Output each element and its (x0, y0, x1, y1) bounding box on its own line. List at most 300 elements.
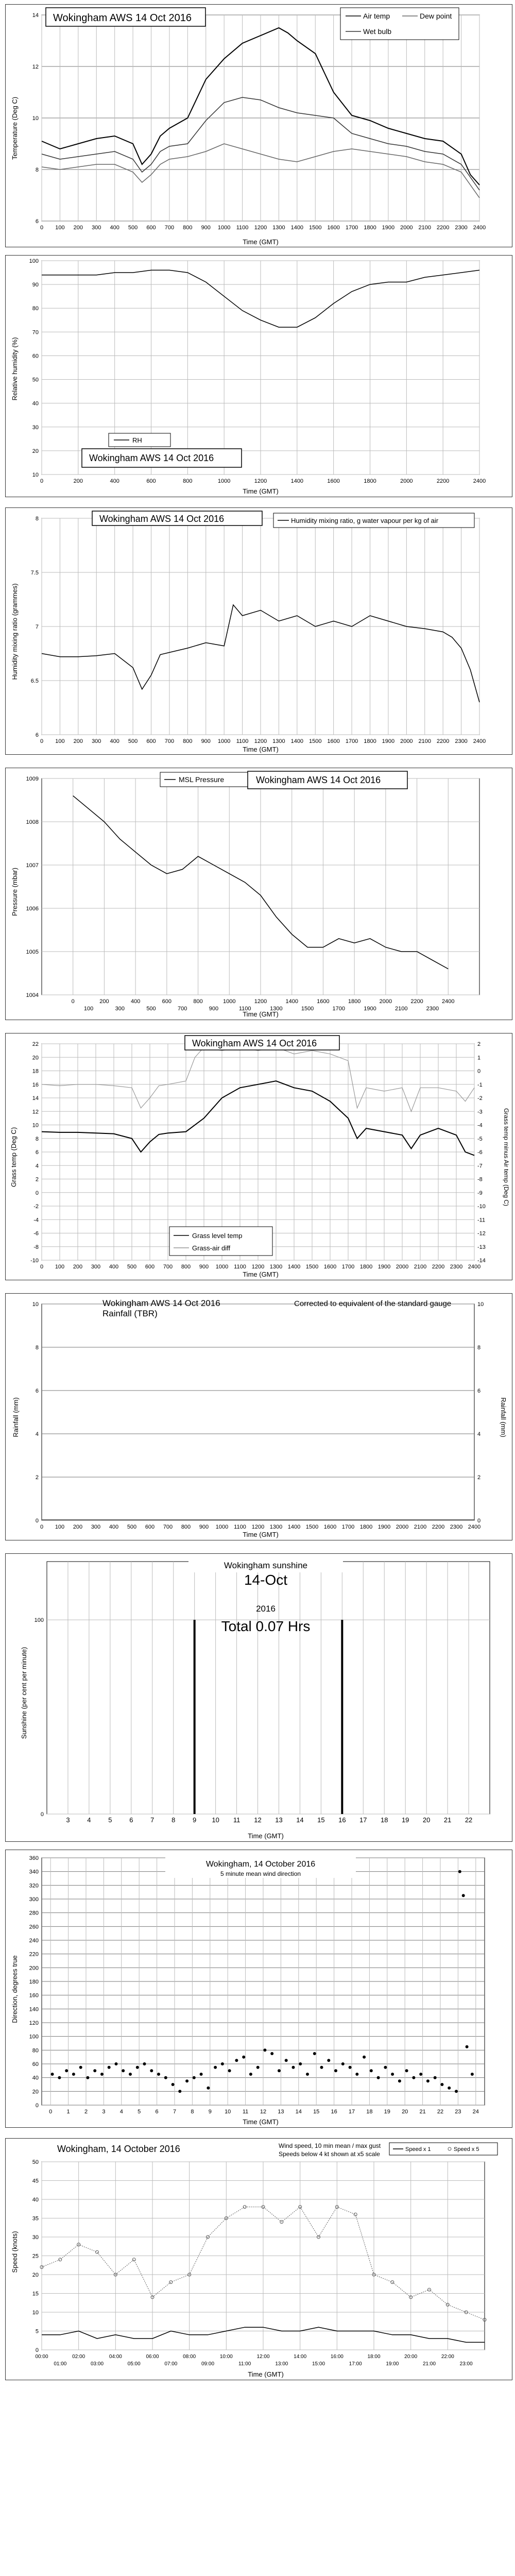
x-tick-label: 16 (338, 1816, 346, 1824)
y-tick-label: 0 (35, 1518, 39, 1524)
x-tick-label: 2 (84, 2109, 88, 2115)
wind-speed-chart (6, 2139, 512, 2380)
x-tick-label: 20:00 (404, 2354, 418, 2360)
chart-subtitle: Rainfall (TBR) (102, 1309, 158, 1318)
y-right-tick-label: 10 (477, 1301, 484, 1308)
rainfall-chart (6, 1294, 512, 1540)
wind-direction-point (320, 2066, 323, 2069)
y-tick-label: 10 (32, 115, 39, 122)
x-tick-label: 400 (110, 225, 119, 231)
x-tick-label: 800 (181, 1524, 191, 1530)
wind-direction-point (129, 2073, 132, 2076)
y-tick-label: 10 (32, 1301, 39, 1308)
x-tick-label: 2200 (410, 998, 423, 1005)
wind-direction-point (462, 1894, 465, 1897)
x-tick-label: 2100 (394, 1006, 408, 1012)
y-axis-label: Pressure (mbar) (11, 868, 19, 916)
y-right-tick-label: 2 (477, 1041, 481, 1047)
y-tick-label: 6 (35, 732, 39, 738)
y-right-tick-label: 2 (477, 1475, 481, 1481)
y-tick-label: 10 (32, 2310, 39, 2316)
x-tick-label: 1300 (272, 225, 285, 231)
y-tick-label: 20 (32, 448, 39, 454)
wind-speed-panel (5, 2138, 512, 2380)
y-right-tick-label: -9 (477, 1190, 483, 1196)
wind-direction-point (65, 2069, 68, 2072)
sunshine-chart (6, 1554, 512, 1841)
x-tick-label: 800 (181, 1264, 191, 1270)
y-tick-label: 4 (35, 1431, 39, 1437)
x-tick-label: 1000 (223, 998, 236, 1005)
legend (169, 1227, 272, 1256)
x-tick-label: 1 (66, 2109, 70, 2115)
x-tick-label: 2200 (436, 738, 450, 744)
x-tick-label: 2300 (426, 1006, 439, 1012)
y-tick-label: 4 (35, 1163, 39, 1170)
x-tick-label: 19 (384, 2109, 390, 2115)
wind-direction-point (164, 2076, 167, 2079)
y-right-tick-label: -6 (477, 1149, 483, 1156)
wind-direction-point (327, 2059, 330, 2062)
sunshine-bar (194, 1620, 196, 1814)
x-tick-label: 19:00 (386, 2361, 399, 2367)
wind-direction-point (292, 2066, 295, 2069)
y-axis-right-label: Rainfall (mm) (500, 1397, 507, 1437)
x-tick-label: 300 (91, 1524, 101, 1530)
y-right-tick-label: 1 (477, 1055, 481, 1061)
y-right-tick-label: -8 (477, 1176, 483, 1183)
x-tick-label: 11:00 (238, 2361, 251, 2367)
x-tick-label: 1700 (345, 738, 358, 744)
x-tick-label: 1200 (251, 1264, 265, 1270)
y-axis-label: Direction, degrees true (11, 1955, 19, 2023)
x-tick-label: 1700 (341, 1524, 355, 1530)
x-tick-label: 1200 (254, 738, 267, 744)
x-tick-label: 1100 (236, 738, 249, 744)
x-tick-label: 5 (108, 1816, 112, 1824)
x-tick-label: 1000 (217, 478, 231, 484)
x-tick-label: 04:00 (109, 2354, 122, 2360)
wind-direction-point (207, 2087, 210, 2090)
wind-direction-point (157, 2073, 160, 2076)
y-tick-label: 10 (32, 472, 39, 478)
y-tick-label: 16 (32, 1081, 39, 1088)
x-tick-label: 05:00 (127, 2361, 141, 2367)
x-tick-label: 2400 (468, 1524, 481, 1530)
x-tick-label: 7 (173, 2109, 177, 2115)
y-tick-label: 22 (32, 1041, 39, 1047)
sunshine-bar (341, 1620, 343, 1814)
wind-direction-point (349, 2066, 352, 2069)
x-tick-label: 600 (162, 998, 172, 1005)
wind-direction-point (458, 1870, 461, 1873)
wind-direction-point (235, 2059, 238, 2062)
chart-title: Wokingham AWS 14 Oct 2016 (99, 514, 225, 524)
x-tick-label: 15 (313, 2109, 320, 2115)
chart-title: Wokingham, 14 October 2016 (205, 1860, 316, 1869)
y-right-tick-label: -5 (477, 1136, 483, 1142)
wind-direction-point (115, 2062, 118, 2065)
wind-direction-point (51, 2073, 54, 2076)
x-tick-label: 7 (150, 1816, 154, 1824)
x-tick-label: 01:00 (54, 2361, 67, 2367)
legend (340, 8, 459, 40)
wind-direction-point (434, 2076, 437, 2079)
x-tick-label: 800 (183, 738, 193, 744)
x-tick-label: 2200 (432, 1264, 445, 1270)
y-right-tick-label: 8 (477, 1345, 481, 1351)
chart-subtitle: Wind speed, 10 min mean / max gust (279, 2142, 381, 2149)
legend-grass-level: Grass level temp (192, 1232, 243, 1240)
wind-direction-point (86, 2076, 89, 2079)
y-tick-label: 1009 (26, 776, 39, 782)
x-tick-label: 800 (193, 998, 203, 1005)
x-tick-label: 200 (73, 1524, 83, 1530)
wind-direction-point (419, 2073, 422, 2076)
x-tick-label: 2100 (418, 738, 431, 744)
x-tick-label: 200 (73, 738, 83, 744)
x-tick-label: 1800 (359, 1264, 373, 1270)
y-right-tick-label: -1 (477, 1081, 483, 1088)
x-tick-label: 2300 (450, 1524, 463, 1530)
x-tick-label: 1900 (364, 1006, 376, 1012)
y-tick-label: 0 (35, 2347, 39, 2353)
x-tick-label: 17 (348, 2109, 355, 2115)
y-tick-label: 90 (32, 282, 39, 289)
x-tick-label: 20 (402, 2109, 408, 2115)
x-tick-label: 1900 (382, 225, 395, 231)
x-tick-label: 100 (55, 738, 65, 744)
y-tick-label: 160 (29, 1992, 39, 1999)
y-axis-label: Sunshine (per cent per minute) (20, 1647, 28, 1739)
x-tick-label: 0 (40, 1264, 44, 1270)
x-tick-label: 100 (55, 1264, 65, 1270)
x-tick-label: 5 (138, 2109, 141, 2115)
wind-direction-point (363, 2056, 366, 2059)
wind-direction-point (122, 2069, 125, 2072)
x-tick-label: 600 (145, 1524, 155, 1530)
wind-direction-point (143, 2062, 146, 2065)
x-tick-label: 2400 (473, 225, 486, 231)
x-tick-label: 14:00 (294, 2354, 307, 2360)
wind-direction-point (466, 2045, 469, 2048)
x-axis-label: Time (GMT) (243, 745, 279, 753)
x-tick-label: 1300 (270, 1006, 283, 1012)
x-tick-label: 2200 (432, 1524, 445, 1530)
x-tick-label: 1600 (317, 998, 330, 1005)
x-tick-label: 600 (145, 1264, 155, 1270)
wind-direction-point (384, 2066, 387, 2069)
wind-direction-point (405, 2069, 408, 2072)
x-tick-label: 14 (296, 1816, 304, 1824)
x-tick-label: 6 (129, 1816, 133, 1824)
y-tick-label: 8 (35, 516, 39, 522)
y-tick-label: -8 (33, 1244, 39, 1250)
wind-direction-point (341, 2062, 345, 2065)
x-tick-label: 2300 (455, 738, 468, 744)
x-tick-label: 1500 (309, 225, 322, 231)
humidity-panel (5, 255, 512, 497)
x-tick-label: 0 (49, 2109, 53, 2115)
x-axis-label: Time (GMT) (248, 1832, 284, 1840)
x-tick-label: 200 (99, 998, 109, 1005)
x-tick-label: 500 (128, 225, 138, 231)
y-tick-label: -10 (30, 1258, 39, 1264)
wind-direction-point (256, 2066, 260, 2069)
plot-area (42, 1304, 474, 1520)
x-tick-label: 1900 (377, 1264, 391, 1270)
x-tick-label: 3 (102, 2109, 106, 2115)
y-tick-label: 6 (35, 1388, 39, 1394)
pressure-chart (6, 768, 512, 1020)
wind-direction-point (214, 2066, 217, 2069)
wind-direction-point (412, 2076, 415, 2079)
mixing-ratio-panel (5, 507, 512, 755)
x-tick-label: 2000 (400, 738, 413, 744)
x-tick-label: 0 (40, 478, 44, 484)
x-tick-label: 2400 (473, 738, 486, 744)
x-tick-label: 200 (73, 225, 83, 231)
y-tick-label: 10 (32, 1122, 39, 1129)
x-tick-label: 300 (92, 225, 101, 231)
x-tick-label: 24 (472, 2109, 479, 2115)
x-tick-label: 1800 (359, 1524, 373, 1530)
y-tick-label: 25 (32, 2253, 39, 2260)
x-tick-label: 2000 (396, 1524, 409, 1530)
y-tick-label: 14 (32, 12, 39, 19)
x-tick-label: 8 (171, 1816, 176, 1824)
wind-direction-point (313, 2052, 316, 2055)
y-tick-label: 100 (29, 258, 39, 264)
x-tick-label: 500 (128, 738, 138, 744)
x-tick-label: 02:00 (72, 2354, 85, 2360)
x-tick-label: 400 (110, 738, 119, 744)
temperature-panel (5, 4, 512, 247)
chart-title: Wokingham AWS 14 Oct 2016 (89, 453, 214, 463)
x-tick-label: 1300 (272, 738, 285, 744)
y-tick-label: 140 (29, 2006, 39, 2013)
wind-direction-point (377, 2076, 380, 2079)
y-right-tick-label: -10 (477, 1204, 486, 1210)
wind-direction-point (455, 2090, 458, 2093)
x-tick-label: 1700 (332, 1006, 346, 1012)
y-tick-label: 40 (32, 2197, 39, 2203)
x-tick-label: 1000 (217, 738, 231, 744)
x-tick-label: 08:00 (183, 2354, 196, 2360)
x-tick-label: 1400 (290, 225, 304, 231)
y-right-tick-label: -3 (477, 1109, 483, 1115)
wind-direction-point (93, 2069, 96, 2072)
x-tick-label: 22:00 (441, 2354, 454, 2360)
x-tick-label: 12 (260, 2109, 267, 2115)
legend-speed-x1: Speed x 1 (405, 2146, 431, 2153)
wind-direction-point (171, 2083, 175, 2086)
x-tick-label: 4 (87, 1816, 91, 1824)
chart-title: Wokingham AWS 14 Oct 2016 (102, 1298, 220, 1308)
y-tick-label: 1008 (26, 819, 39, 825)
x-tick-label: 100 (55, 1524, 65, 1530)
x-tick-label: 3 (66, 1816, 70, 1824)
x-tick-label: 900 (209, 1006, 219, 1012)
y-tick-label: 320 (29, 1883, 39, 1889)
legend-mixing-ratio: Humidity mixing ratio, g water vapour per kg of air (291, 517, 439, 524)
x-tick-label: 800 (183, 225, 193, 231)
y-right-tick-label: 6 (477, 1388, 481, 1394)
legend-msl-pressure: MSL Pressure (179, 775, 225, 784)
y-tick-label: 0 (40, 1811, 44, 1818)
y-tick-label: 240 (29, 1938, 39, 1944)
chart-title: Wokingham AWS 14 Oct 2016 (192, 1038, 317, 1048)
y-tick-label: 7 (35, 624, 39, 630)
x-tick-label: 18:00 (367, 2354, 381, 2360)
x-tick-label: 100 (55, 225, 65, 231)
x-tick-label: 2100 (414, 1264, 427, 1270)
x-tick-label: 22 (437, 2109, 444, 2115)
x-tick-label: 4 (119, 2109, 123, 2115)
x-tick-label: 300 (115, 1006, 125, 1012)
y-tick-label: 1005 (26, 949, 39, 955)
sunshine-panel (5, 1553, 512, 1842)
y-tick-label: 70 (32, 329, 39, 336)
x-tick-label: 19 (401, 1816, 409, 1824)
y-axis-label: Speed (knots) (11, 2231, 19, 2273)
wind-direction-point (193, 2076, 196, 2079)
y-tick-label: 8 (35, 1136, 39, 1142)
chart-note: Corrected to equivalent of the standard gauge (294, 1299, 452, 1308)
x-tick-label: 1700 (341, 1264, 355, 1270)
legend-grass-air-diff: Grass-air diff (192, 1244, 231, 1252)
x-tick-label: 2100 (418, 225, 431, 231)
x-tick-label: 1000 (217, 225, 231, 231)
wind-direction-chart (6, 1850, 512, 2127)
y-right-tick-label: -7 (477, 1163, 483, 1170)
wind-direction-point (370, 2069, 373, 2072)
x-tick-label: 09:00 (201, 2361, 215, 2367)
y-tick-label: 12 (32, 1109, 39, 1115)
wind-direction-point (200, 2073, 203, 2076)
x-tick-label: 700 (164, 738, 175, 744)
x-tick-label: 15 (317, 1816, 325, 1824)
x-tick-label: 700 (163, 1264, 173, 1270)
x-tick-label: 400 (110, 478, 119, 484)
chart-title: Wokingham AWS 14 Oct 2016 (256, 775, 381, 785)
y-tick-label: 7.5 (30, 570, 39, 576)
x-tick-label: 2000 (400, 478, 413, 484)
y-tick-label: 100 (34, 1617, 44, 1624)
x-tick-label: 2000 (379, 998, 392, 1005)
wind-direction-point (185, 2079, 188, 2082)
legend-wet-bulb: Wet bulb (363, 27, 391, 36)
x-tick-label: 600 (146, 225, 156, 231)
y-tick-label: 80 (32, 2047, 39, 2054)
wind-direction-point (72, 2073, 75, 2076)
legend-dew-point: Dew point (420, 12, 452, 20)
x-tick-label: 1100 (234, 1524, 246, 1530)
y-tick-label: -2 (33, 1204, 39, 1210)
x-axis-label: Time (GMT) (243, 238, 279, 246)
y-axis-label: Humidity mixing ratio (grammes) (11, 583, 19, 680)
x-tick-label: 0 (40, 1524, 44, 1530)
y-tick-label: 1004 (26, 992, 39, 998)
x-tick-label: 2400 (442, 998, 455, 1005)
x-tick-label: 07:00 (164, 2361, 178, 2367)
wind-direction-point (398, 2079, 401, 2082)
y-axis-right-label: Grass temp minus Air temp (Deg C) (503, 1108, 510, 1207)
y-tick-label: 20 (32, 1055, 39, 1061)
x-tick-label: 2300 (455, 225, 468, 231)
y-tick-label: 6 (35, 218, 39, 225)
x-tick-label: 1400 (287, 1264, 301, 1270)
wind-direction-point (426, 2079, 430, 2082)
x-axis-label: Time (GMT) (243, 487, 279, 495)
y-tick-label: 1007 (26, 862, 39, 869)
x-tick-label: 600 (146, 738, 156, 744)
temperature-chart (6, 5, 512, 247)
x-tick-label: 20 (422, 1816, 431, 1824)
x-tick-label: 1800 (364, 225, 376, 231)
x-tick-label: 1500 (309, 738, 322, 744)
y-right-tick-label: 0 (477, 1068, 481, 1075)
x-tick-label: 1100 (234, 1264, 246, 1270)
x-tick-label: 600 (146, 478, 156, 484)
pressure-panel (5, 768, 512, 1020)
wind-direction-point (263, 2048, 266, 2052)
wind-direction-point (108, 2066, 111, 2069)
x-tick-label: 9 (208, 2109, 212, 2115)
x-tick-label: 8 (191, 2109, 194, 2115)
y-tick-label: 14 (32, 1095, 39, 1101)
x-tick-label: 1600 (323, 1264, 337, 1270)
wind-direction-point (471, 2073, 474, 2076)
wind-direction-point (391, 2073, 394, 2076)
x-tick-label: 1800 (364, 738, 376, 744)
x-tick-label: 2200 (436, 225, 450, 231)
mixing-ratio-chart (6, 508, 512, 754)
rainfall-panel (5, 1293, 512, 1540)
y-tick-label: 2 (35, 1176, 39, 1183)
x-tick-label: 18 (366, 2109, 373, 2115)
x-tick-label: 2300 (450, 1264, 463, 1270)
x-tick-label: 1500 (301, 1006, 314, 1012)
wind-direction-point (278, 2069, 281, 2072)
y-axis-label: Temperature (Deg C) (11, 96, 19, 160)
x-tick-label: 400 (130, 998, 141, 1005)
grass-temp-chart (6, 1033, 512, 1280)
y-tick-label: 220 (29, 1951, 39, 1958)
x-tick-label: 500 (127, 1264, 137, 1270)
x-tick-label: 1200 (254, 225, 267, 231)
y-tick-label: 40 (32, 400, 39, 407)
x-axis-label: Time (GMT) (243, 1531, 279, 1538)
x-tick-label: 1500 (305, 1264, 319, 1270)
legend-air-temp: Air temp (363, 12, 390, 20)
x-tick-label: 200 (73, 478, 83, 484)
x-axis-label: Time (GMT) (243, 1010, 279, 1018)
x-tick-label: 1600 (327, 738, 340, 744)
x-tick-label: 500 (146, 1006, 156, 1012)
x-tick-label: 400 (109, 1524, 119, 1530)
x-tick-label: 0 (40, 738, 44, 744)
x-tick-label: 00:00 (35, 2354, 48, 2360)
chart-subtitle: 5 minute mean wind direction (220, 1870, 301, 1877)
x-tick-label: 1700 (345, 225, 358, 231)
wind-direction-point (270, 2052, 273, 2055)
x-tick-label: 1600 (327, 225, 340, 231)
y-tick-label: 200 (29, 1965, 39, 1972)
y-tick-label: 6.5 (30, 678, 39, 684)
x-tick-label: 900 (199, 1264, 209, 1270)
chart-title: Wokingham sunshine (224, 1561, 308, 1570)
